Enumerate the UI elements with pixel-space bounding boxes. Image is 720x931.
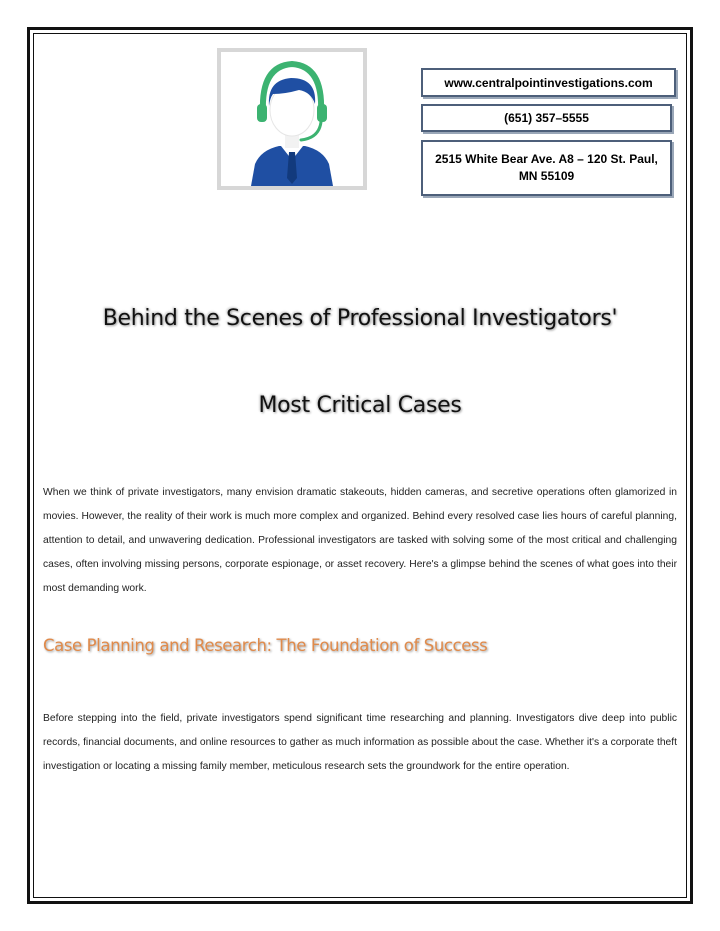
intro-paragraph: When we think of private investigators, many envision dramatic stakeouts, hidden cameras, and secretive operations often glamorized in movies. However, the reality of their work is much more complex and organized. Behind every resolved case lies hours of careful planning, attention to detail, and unwavering dedication. Professional investigators are tasked with solving some of the most critical and challenging cases, often involving missing persons, corporate espionage, or asset recovery. Here's a glimpse behind the scenes of what goes into their most demanding work.: [43, 487, 677, 594]
page-title-line-1: Behind the Scenes of Professional Investigators': [102, 306, 618, 331]
phone-box[interactable]: [421, 104, 672, 132]
phone-text: (651) 357–5555: [504, 111, 589, 125]
address-text: 2515 White Bear Ave. A8 – 120 St. Paul, MN 55109: [435, 152, 658, 183]
website-box[interactable]: [421, 68, 676, 97]
website-text: www.centralpointinvestigations.com: [444, 75, 653, 90]
support-agent-headset-icon: [217, 48, 367, 190]
section-heading: Case Planning and Research: The Foundation of Success: [43, 636, 488, 655]
page-title-line-2: Most Critical Cases: [258, 393, 462, 418]
section-paragraph: Before stepping into the field, private investigators spend significant time researching and planning. Investigators dive deep into public records, financial documents, and online resources to gather as much information as possible about the case. Whether it's a corporate theft investigation or locating a missing family member, meticulous research sets the groundwork for the entire operation.: [43, 713, 677, 772]
address-box: [421, 140, 672, 196]
